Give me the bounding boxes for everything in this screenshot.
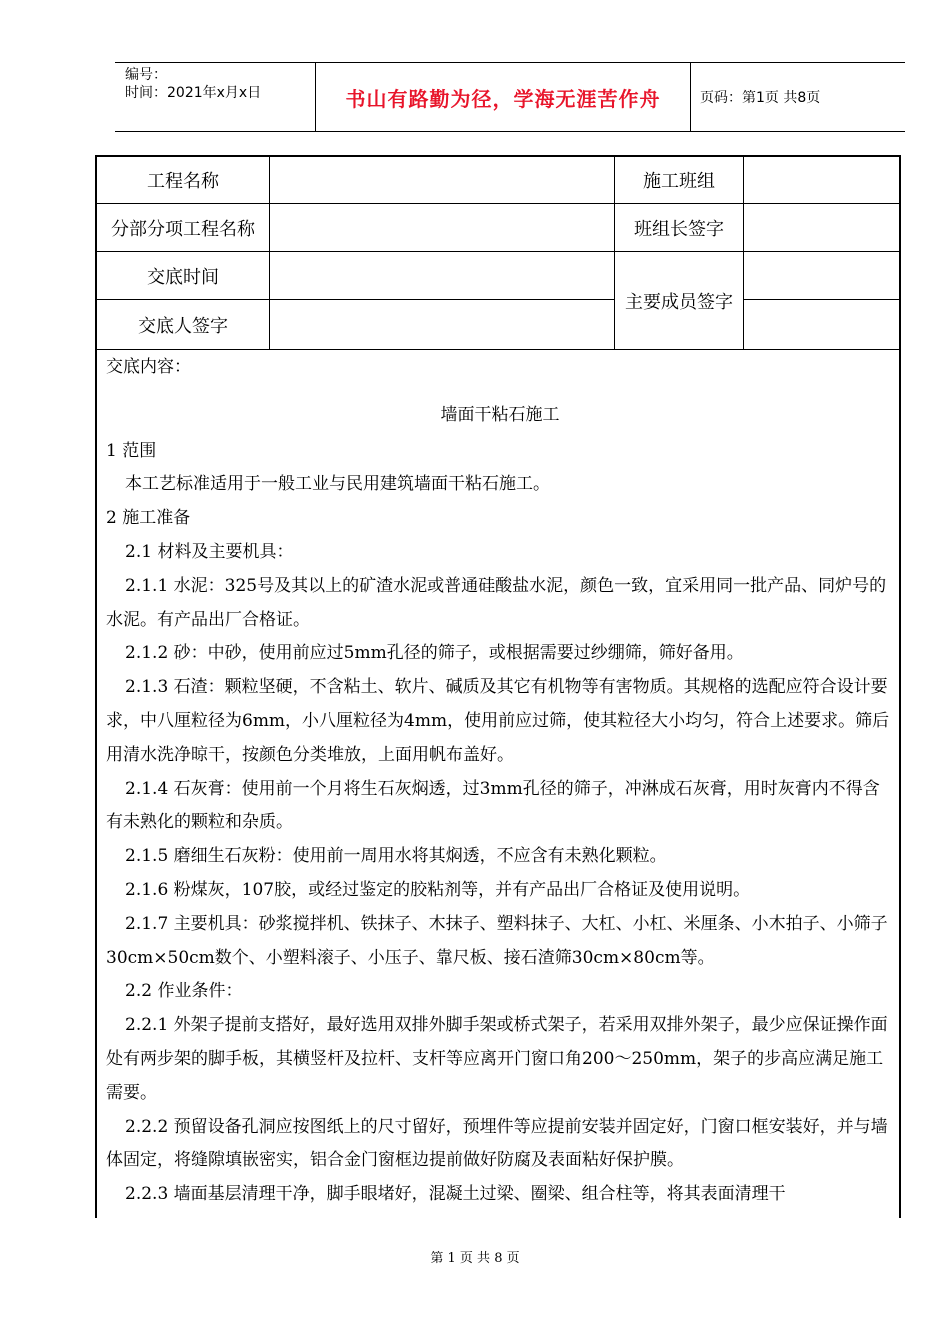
paragraph-2-1-6: 2.1.6 粉煤灰，107胶，或经过鉴定的胶粘剂等，并有产品出厂合格证及使用说明。: [125, 879, 751, 900]
section-prep-heading: 2 施工准备: [106, 508, 191, 529]
content-label: 交底内容：: [106, 357, 191, 377]
presenter-sign-field[interactable]: [270, 300, 614, 349]
project-name-label: 工程名称: [147, 171, 219, 192]
document-date-label: 时间：2021年x月x日: [125, 85, 262, 101]
team-label: 施工班组: [643, 171, 715, 192]
presenter-sign-label: 交底人签字: [138, 315, 228, 337]
leader-sign-field[interactable]: [744, 204, 899, 251]
sub-project-label: 分部分项工程名称: [111, 218, 255, 240]
paragraph-2-1-2: 2.1.2 砂：中砂，使用前应过5mm孔径的筛子，或根据需要过纱绷筛，筛好备用。: [125, 643, 744, 664]
members-sign-field[interactable]: [744, 252, 899, 299]
paragraph-2-1-4: 2.1.4 石灰膏：使用前一个月将生石灰焖透，过3mm孔径的筛子，冲淋成石灰膏，用时灰膏内不得含有未熟化的颗粒和杂质。: [106, 778, 880, 833]
handover-content: [106, 351, 894, 1212]
paragraph-2-1-7: 2.1.7 主要机具：砂浆搅拌机、铁抹子、木抹子、塑料抹子、大杠、小杠、米厘条、小木拍子、小筛子30cm×50cm数个、小塑料滚子、小压子、靠尺板、接石渣筛30cm×80cm等。: [106, 913, 888, 968]
page-header: [115, 62, 905, 132]
header-slogan: 书山有路勤为径，学海无涯苦作舟: [316, 63, 691, 131]
project-name-field[interactable]: [270, 157, 614, 203]
header-page-number: 页码：第1页 共8页: [700, 90, 821, 106]
paragraph-2-2-1: 2.2.1 外架子提前支搭好，最好选用双排外脚手架或桥式架子，若采用双排外架子，最少应保证操作面处有两步架的脚手板，其横竖杆及拉杆、支杆等应离开门窗口角200～250mm，架子的步高应满足施工需要。: [106, 1015, 888, 1103]
handover-time-label: 交底时间: [147, 266, 219, 288]
subsection-materials-heading: 2.1 材料及主要机具：: [125, 541, 294, 562]
team-field[interactable]: [744, 157, 899, 203]
section-scope-heading: 1 范围: [106, 440, 157, 461]
paragraph-2-2-2: 2.2.2 预留设备孔洞应按图纸上的尺寸留好，预埋件等应提前安装并固定好，门窗口框安装好，并与墙体固定，将缝隙填嵌密实，铝合金门窗框边提前做好防腐及表面粘好保护膜。: [106, 1116, 888, 1171]
content-title: 墙面干粘石施工: [440, 404, 560, 425]
header-meta: [115, 63, 316, 131]
members-sign-field-2[interactable]: [744, 300, 899, 349]
leader-sign-label: 班组长签字: [634, 218, 724, 240]
document-number-label: 编号：: [125, 67, 167, 83]
paragraph-2-1-3: 2.1.3 石渣：颗粒坚硬，不含粘土、软片、碱质及其它有机物等有害物质。其规格的选配应符合设计要求，中八厘粒径为6mm，小八厘粒径为4mm，使用前应过筛，使其粒径大小均匀，符合上述要求。筛后用清水洗净晾干，按颜色分类堆放，上面用帆布盖好。: [106, 677, 890, 765]
paragraph-2-1-5: 2.1.5 磨细生石灰粉：使用前一周用水将其焖透，不应含有未熟化颗粒。: [125, 846, 667, 867]
subsection-conditions-heading: 2.2 作业条件：: [125, 981, 243, 1002]
paragraph-2-2-3: 2.2.3 墙面基层清理干净，脚手眼堵好，混凝土过梁、圈梁、组合柱等，将其表面清理干: [125, 1184, 786, 1205]
row-divider: [97, 349, 899, 350]
section-scope-text: 本工艺标准适用于一般工业与民用建筑墙面干粘石施工。: [125, 474, 550, 495]
sub-project-field[interactable]: [270, 204, 614, 251]
paragraph-2-1-1: 2.1.1 水泥：325号及其以上的矿渣水泥或普通硅酸盐水泥，颜色一致，宜采用同一批产品、同炉号的水泥。有产品出厂合格证。: [106, 575, 887, 630]
handover-time-field[interactable]: [270, 252, 614, 299]
members-sign-label: 主要成员签字: [625, 291, 733, 313]
handover-form: [95, 155, 901, 1218]
page-footer: 第 1 页 共 8 页: [430, 1251, 520, 1266]
